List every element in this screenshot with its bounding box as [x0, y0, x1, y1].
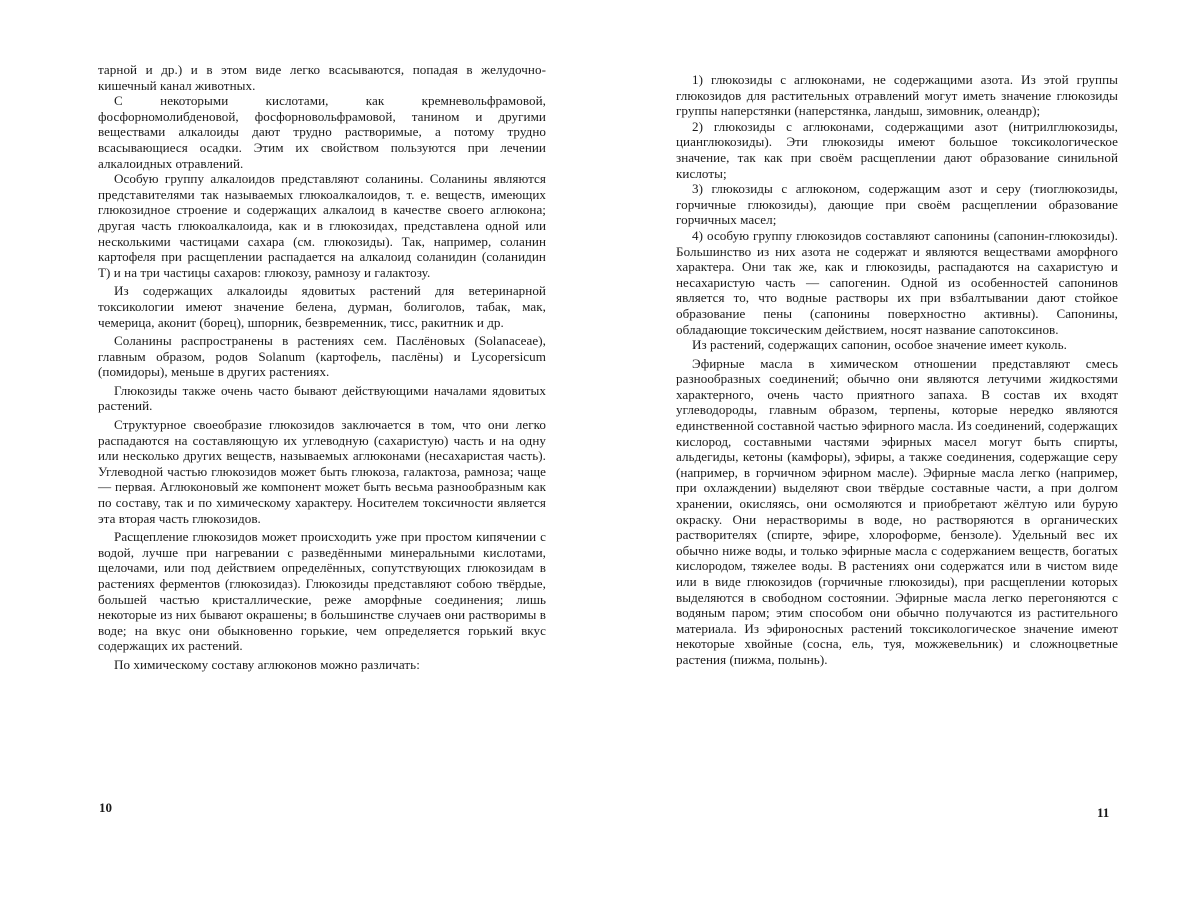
paragraph: 1) глюкозиды с аглюконами, не содержащими азота. Из этой группы глюкозидов для растительных отравлений могут иметь значение глюкозиды группы наперстянки (наперстянка, ландыш, зимовник, олеандр);: [676, 72, 1118, 119]
left-page: [98, 62, 546, 673]
paragraph: Из содержащих алкалоиды ядовитых растений для ветеринарной токсикологии имеют значение белена, дурман, болиголов, табак, мак, чемерица, аконит (борец), шпорник, безвременник, тисс, ракитник и др.: [98, 283, 546, 330]
paragraph: Из растений, содержащих сапонин, особое значение имеет куколь.: [676, 337, 1118, 353]
paragraph: 3) глюкозиды с аглюконом, содержащим азот и серу (тиоглюкозиды, горчичные глюкозиды), дающие при своём расщеплении образование горчичных масел;: [676, 181, 1118, 228]
paragraph: По химическому составу аглюконов можно различать:: [98, 657, 546, 673]
paragraph: Структурное своеобразие глюкозидов заключается в том, что они легко распадаются на составляющую их углеводную (сахаристую) часть и на одну или несколько других веществ, называемых аглюконами (несахаристая часть). Углеводной частью глюкозидов может быть глюкоза, галактоза, рамноза; чаще — первая. Аглюконовый же компонент может быть весьма разнообразным как по составу, так и по химическому характеру. Носителем токсичности является эта вторая часть глюкозидов.: [98, 417, 546, 526]
paragraph: тарной и др.) и в этом виде легко всасываются, попадая в желудочно-кишечный канал животных.: [98, 62, 546, 93]
page-number-left: 10: [99, 800, 112, 816]
paragraph: Соланины распространены в растениях сем. Паслёновых (Solanaceae), главным образом, родов Solanum (картофель, паслёны) и Lycopersicum (помидоры), меньше в других растениях.: [98, 333, 546, 380]
page-number-right: 11: [1097, 805, 1109, 821]
paragraph: Глюкозиды также очень часто бывают действующими началами ядовитых растений.: [98, 383, 546, 414]
paragraph: Расщепление глюкозидов может происходить уже при простом кипячении с водой, лучше при нагревании с разведёнными минеральными кислотами, щелочами, или под действием определённых, сопутствующих глюкозидам в растениях ферментов (глюкозидаз). Глюкозиды представляют собою твёрдые, большей частью кристаллические, реже аморфные соединения; лишь некоторые из них бывают окрашены; в большинстве случаев они растворимы в воде; на вкус они обыкновенно горькие, чем определяется горький вкус содержащих их растений.: [98, 529, 546, 654]
paragraph: С некоторыми кислотами, как кремневольфрамовой, фосфорномолибденовой, фосфорновольфрамовой, танином и другими веществами алкалоиды дают трудно растворимые, а потому трудно всасывающиеся осадки. Этим их свойством пользуются при лечении алкалоидных отравлений.: [98, 93, 546, 171]
paragraph: 2) глюкозиды с аглюконами, содержащими азот (нитрилглюкозиды, цианглюкозиды). Эти глюкозиды имеют большое токсикологическое значение, так как при своём расщеплении дают образование синильной кислоты;: [676, 119, 1118, 181]
paragraph: 4) особую группу глюкозидов составляют сапонины (сапонин-глюкозиды). Большинство из них азота не содержат и являются веществами аморфного характера. Они так же, как и глюкозиды, распадаются на сахаристую и несахаристую часть — сапогенин. Одной из особенностей сапонинов является то, что водные растворы их при взбалтывании дают стойкое образование пены (сапонины поверхностно активны). Сапонины, обладающие токсическим действием, носят название сапотоксинов.: [676, 228, 1118, 337]
right-page: [676, 72, 1118, 668]
paragraph: Особую группу алкалоидов представляют соланины. Соланины являются представителями так называемых глюкоалкалоидов, т. е. веществ, имеющих глюкозидное строение и содержащих алкалоид в качестве своего аглюкона; другая часть глюкоалкалоида, как и в глюкозидах, представлена одной или несколькими частицами сахара (см. глюкозиды). Так, например, соланин картофеля при расщеплении распадается на алкалоид соланидин (соланидин Т) и на три частицы сахаров: глюкозу, рамнозу и галактозу.: [98, 171, 546, 280]
paragraph: Эфирные масла в химическом отношении представляют смесь разнообразных соединений; обычно они являются летучими жидкостями характерного, очень часто приятного запаха. В состав их входят углеводороды, главным образом, терпены, которые нередко являются единственной составной частью эфирного масла. Из соединений, содержащих кислород, составными частями эфирных масел могут быть спирты, альдегиды, кетоны (камфоры), эфиры, а также соединения, содержащие серу (например, в горчичном эфирном масле). Эфирные масла легко (например, при охлаждении) выделяют свои твёрдые составные части, а при долгом хранении, окисляясь, они осмоляются и приобретают жёлтую или бурую окраску. Они нерастворимы в воде, но растворяются в органических растворителях (спирте, эфире, хлороформе, бензоле). Удельный вес их обычно ниже воды, и только эфирные масла с содержанием веществ, богатых кислородом, тяжелее воды. В растениях они содержатся или в чистом виде или в виде глюкозидов (горчичные глюкозиды), при расщеплении которых выделяются в свободном состоянии. Эфирные масла легко перегоняются с водяным паром; этим способом они обычно получаются из растительного материала. Из эфироносных растений токсикологическое значение имеют некоторые хвойные (сосна, ель, туя, можжевельник) и сложноцветные растения (пижма, полынь).: [676, 356, 1118, 668]
